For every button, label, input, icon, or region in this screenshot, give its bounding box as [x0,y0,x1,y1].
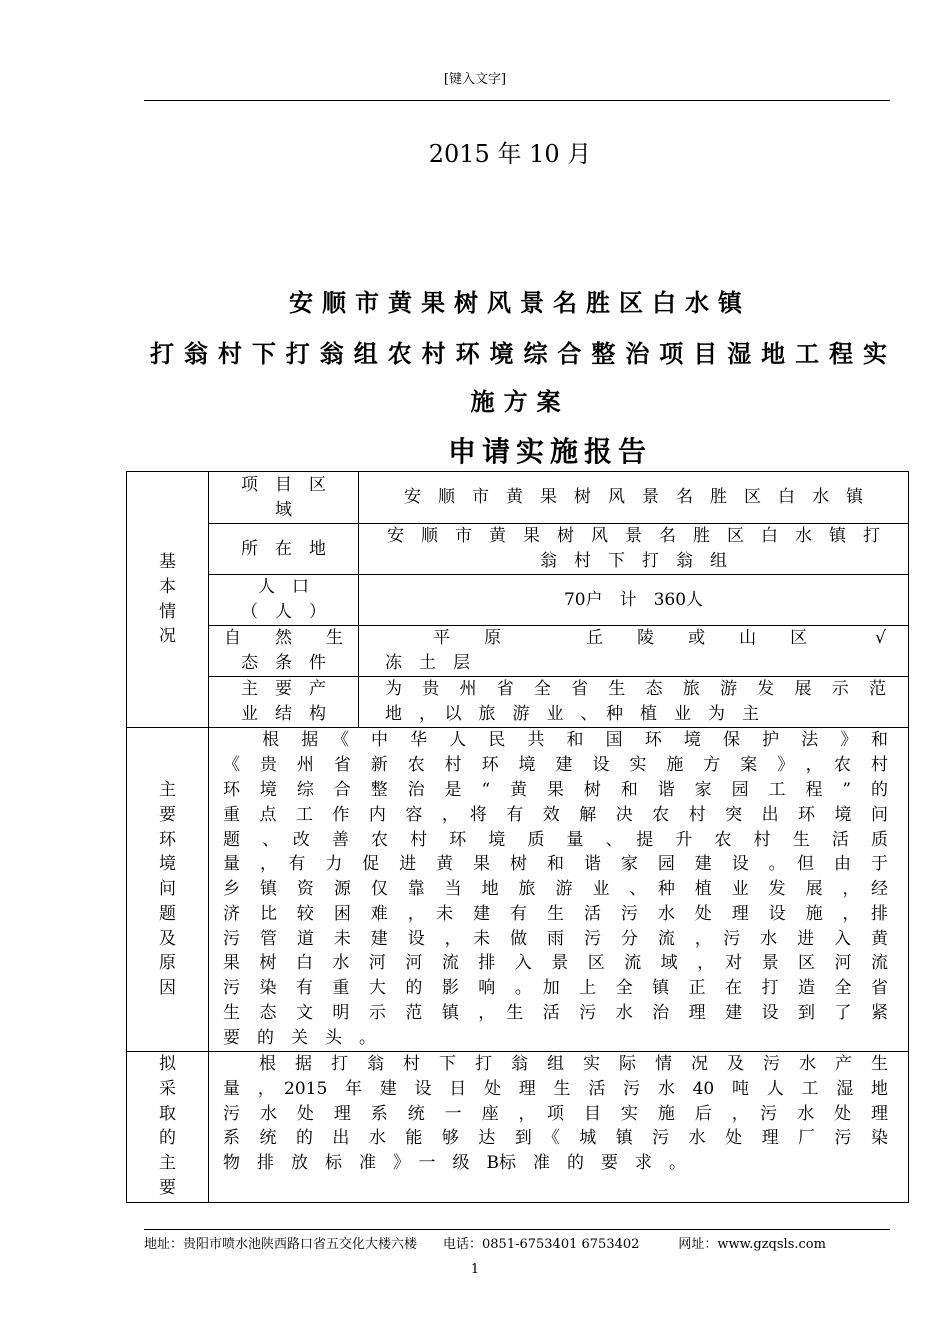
basic-info-label: 基 本 情 况 [127,472,209,728]
application-table [126,471,909,1203]
title-line-3: 施方案 [470,387,570,416]
table-row [127,524,909,575]
table-row [127,575,909,626]
industry-label: 主 要 产 业 结 构 [209,677,359,728]
table-row [127,1052,909,1203]
header-divider [144,100,890,101]
table-row [127,728,909,1052]
location-label: 所 在 地 [209,524,359,575]
ecology-value: 平 原 丘 陵 或 山 区 √ 冻 土 层 [359,626,909,677]
project-area-value: 安 顺 市 黄 果 树 风 景 名 胜 区 白 水 镇 [359,472,909,524]
table-row [127,677,909,728]
title-line-1: 安顺市黄果树风景名胜区白水镇 [289,288,751,317]
table-row [127,626,909,677]
project-area-label: 项 目 区 域 [209,472,359,524]
footer-divider [144,1229,890,1230]
footer-contact: 地址：贵阳市喷水池陕西路口省五交化大楼六楼 电话：0851-6753401 6753402 网址：www.gzqsls.com [144,1237,826,1252]
measures-text: 根 据 打 翁 村 下 打 翁 组 实 际 情 况 及 污 水 产 生 量 ， 2015 年 建 设 日 处 理 生 活 污 水 40 吨 人 工 湿 地 污 水 处 理 系 统 一 座 ， 项 目 实 施 后 ， 污 水 处 理 系 统 的 出 水 能 够 达 到 《 城 镇 污 水 处 理 厂 污 染 物 排 放 标 准 》 一 级 B标 准 的 要 求 。 [209,1052,909,1203]
industry-value: 为 贵 州 省 全 省 生 态 旅 游 发 展 示 范 地 ， 以 旅 游 业 、 种 植 业 为 主 [359,677,909,728]
population-label: 人 口 （ 人 ） [209,575,359,626]
location-value: 安 顺 市 黄 果 树 风 景 名 胜 区 白 水 镇 打 翁 村 下 打 翁 组 [359,524,909,575]
document-date: 2015 年 10 月 [428,140,592,168]
report-title: 申请实施报告 [447,435,652,468]
header-placeholder: [键入文字] [443,72,507,87]
problems-text: 根 据 《 中 华 人 民 共 和 国 环 境 保 护 法 》 和 《 贵 州 省 新 农 村 环 境 建 设 实 施 方 案 》 ， 农 村 环 境 综 合 整 治 是 “ 黄 果 树 和 谐 家 园 工 程 ” 的 重 点 工 作 内 容 ， 将 有 效 解 决 农 村 突 出 环 境 问 题 、 改 善 农 村 环 境 质 量 、 提 升 农 村 生 活 质 量 ， 有 力 促 进 黄 果 树 和 谐 家 园 建 设 。 但 由 于 乡 镇 资 源 仅 靠 当 地 旅 游 业 、 种 植 业 发 展 ， 经 济 比 较 困 难 ， 未 建 有 生 活 污 水 处 理 设 施 ， 排 污 管 道 未 建 设 ， 未 做 雨 污 分 流 ， 污 水 进 入 黄 果 树 白 水 河 河 流 排 入 景 区 流 域 ， 对 景 区 河 流 污 染 有 重 大 的 影 响 。 加 上 全 镇 正 在 打 造 全 省 生 态 文 明 示 范 镇 ， 生 活 污 水 治 理 建 设 到 了 紧 要 的 关 头 。 [209,728,909,1052]
ecology-label: 自 然 生 态 条 件 [209,626,359,677]
problems-label: 主 要 环 境 问 题 及 原 因 [127,728,209,1052]
title-line-2: 打翁村下打翁组农村环境综合整治项目湿地工程实 [150,339,890,368]
page-number: 1 [470,1262,480,1277]
measures-label: 拟 采 取 的 主 要 [127,1052,209,1203]
population-value: 70户 计 360人 [359,575,909,626]
table-row [127,472,909,524]
